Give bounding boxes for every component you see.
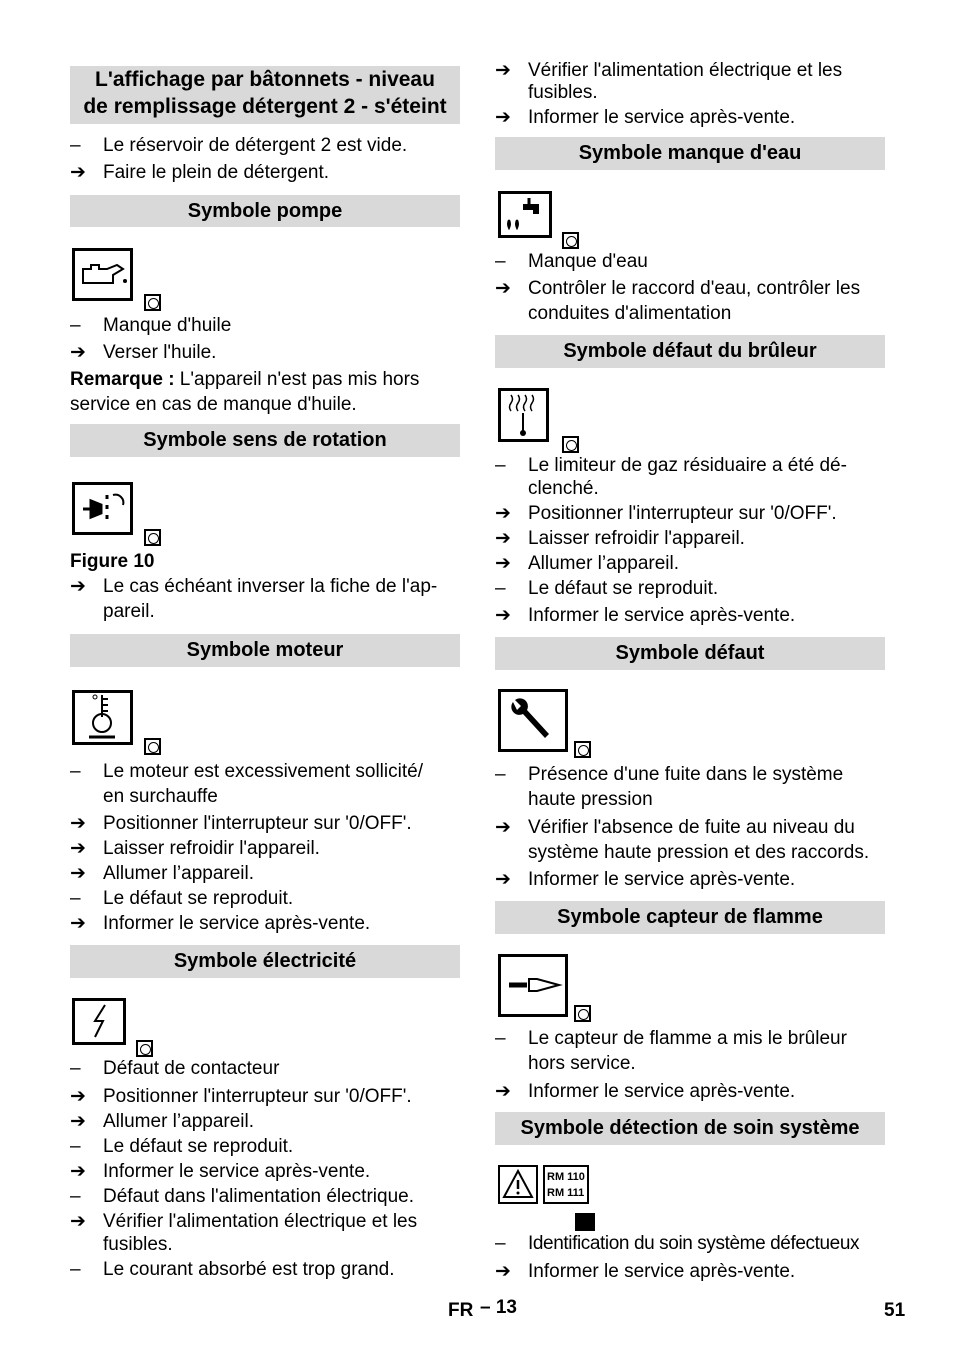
item-text: Défaut dans l'alimentation électrique. <box>103 1186 414 1207</box>
dash-bullet: – <box>70 1136 81 1157</box>
arrow-bullet: ➔ <box>70 913 86 934</box>
footer-page-label: – 13 <box>480 1297 517 1318</box>
note-text: L'appareil n'est pas mis hors <box>174 369 420 390</box>
section-header-pump: Symbole pompe <box>70 195 460 227</box>
item-text: Manque d'eau <box>528 251 648 272</box>
item-text: Vérifier l'alimentation électrique et les <box>103 1211 418 1232</box>
item-text: Le limiteur de gaz résiduaire a été dé- <box>528 455 847 476</box>
item-text: Informer le service après-vente. <box>103 913 371 934</box>
item-text: en surchauffe <box>103 786 218 807</box>
section-header-system-care: Symbole détection de soin système <box>495 1112 885 1145</box>
info-filled-icon <box>575 1213 595 1231</box>
info-icon <box>144 294 161 311</box>
info-icon <box>574 1005 591 1022</box>
item-text: Allumer l’appareil. <box>103 1111 255 1132</box>
item-text: Contrôler le raccord d'eau, contrôler les <box>528 278 861 299</box>
info-icon <box>136 1040 153 1057</box>
item-text: Positionner l'interrupteur sur '0/OFF'. <box>103 813 412 834</box>
item-text: Le défaut se reproduit. <box>103 1136 294 1157</box>
dash-bullet: – <box>70 1259 81 1280</box>
item-text: fusibles. <box>528 82 598 103</box>
info-icon <box>562 436 579 453</box>
page-number: 51 <box>884 1300 906 1321</box>
dash-bullet: – <box>70 888 81 909</box>
item-text: Faire le plein de détergent. <box>103 162 330 183</box>
item-text: Informer le service après-vente. <box>528 1081 796 1102</box>
item-text: clenché. <box>528 478 599 499</box>
dash-bullet: – <box>70 1058 81 1079</box>
info-icon <box>144 738 161 755</box>
item-text: Positionner l'interrupteur sur '0/OFF'. <box>528 503 837 524</box>
burner-heat-icon <box>498 388 549 442</box>
arrow-bullet: ➔ <box>495 869 511 890</box>
footer-language: FR <box>448 1300 474 1321</box>
arrow-bullet: ➔ <box>70 1111 86 1132</box>
arrow-bullet: ➔ <box>495 278 511 299</box>
oil-can-icon <box>72 248 133 301</box>
item-text: Laisser refroidir l'appareil. <box>528 528 745 549</box>
item-text: Allumer l’appareil. <box>103 863 255 884</box>
arrow-bullet: ➔ <box>495 605 511 626</box>
item-text: Le cas échéant inverser la fiche de l'ap- <box>103 576 438 597</box>
wrench-icon <box>498 689 568 752</box>
item-text: Le capteur de flamme a mis le brûleur <box>528 1028 847 1049</box>
item-text: Verser l'huile. <box>103 342 217 363</box>
item-text: Le moteur est excessivement sollicité/ <box>103 761 423 782</box>
arrow-bullet: ➔ <box>495 503 511 524</box>
note-continued: service en cas de manque d'huile. <box>70 394 357 415</box>
arrow-bullet: ➔ <box>495 1261 511 1282</box>
rm-label-box <box>543 1165 589 1204</box>
item-text: Le défaut se reproduit. <box>103 888 294 909</box>
section-header-flame-sensor: Symbole capteur de flamme <box>495 901 885 934</box>
dash-bullet: – <box>70 1186 81 1207</box>
item-text: Informer le service après-vente. <box>528 869 796 890</box>
arrow-bullet: ➔ <box>495 528 511 549</box>
motor-temperature-icon <box>72 690 133 745</box>
arrow-bullet: ➔ <box>495 60 511 81</box>
item-text: conduites d'alimentation <box>528 303 732 324</box>
dash-bullet: – <box>495 1028 506 1049</box>
dash-bullet: – <box>70 761 81 782</box>
item-text: Positionner l'interrupteur sur '0/OFF'. <box>103 1086 412 1107</box>
lightning-icon <box>72 998 126 1045</box>
flame-sensor-icon <box>498 954 568 1017</box>
item-text: système haute pression et des raccords. <box>528 842 870 863</box>
item-text: Informer le service après-vente. <box>528 605 796 626</box>
arrow-bullet: ➔ <box>495 553 511 574</box>
item-text: Informer le service après-vente. <box>528 1261 796 1282</box>
item-text: Identification du soin système défectueux <box>528 1233 860 1254</box>
figure-label: Figure 10 <box>70 551 155 572</box>
arrow-bullet: ➔ <box>70 838 86 859</box>
section-header-detergent-level <box>70 66 460 124</box>
info-icon <box>574 741 591 758</box>
dash-bullet: – <box>70 315 81 336</box>
section-header-motor: Symbole moteur <box>70 634 460 667</box>
section-header-rotation: Symbole sens de rotation <box>70 424 460 457</box>
item-text: Le réservoir de détergent 2 est vide. <box>103 135 408 156</box>
item-text: Informer le service après-vente. <box>103 1161 371 1182</box>
item-text: Laisser refroidir l'appareil. <box>103 838 320 859</box>
arrow-bullet: ➔ <box>70 813 86 834</box>
arrow-bullet: ➔ <box>70 576 86 597</box>
arrow-bullet: ➔ <box>70 342 86 363</box>
info-icon <box>562 232 579 249</box>
dash-bullet: – <box>495 578 506 599</box>
water-tap-icon <box>498 191 552 238</box>
section-header-water: Symbole manque d'eau <box>495 137 885 170</box>
info-icon <box>144 529 161 546</box>
item-text: hors service. <box>528 1053 636 1074</box>
arrow-bullet: ➔ <box>495 107 511 128</box>
item-text: Manque d'huile <box>103 315 232 336</box>
dash-bullet: – <box>495 764 506 785</box>
dash-bullet: – <box>70 135 81 156</box>
item-text: Vérifier l'absence de fuite au niveau du <box>528 817 855 838</box>
arrow-bullet: ➔ <box>70 162 86 183</box>
section-header-burner: Symbole défaut du brûleur <box>495 335 885 368</box>
item-text: Le défaut se reproduit. <box>528 578 719 599</box>
note <box>70 368 462 392</box>
rm-111-label: RM 111 <box>547 1187 585 1199</box>
dash-bullet: – <box>495 251 506 272</box>
arrow-bullet: ➔ <box>70 863 86 884</box>
header-line: L'affichage par bâtonnets - niveau <box>95 68 435 91</box>
item-text: fusibles. <box>103 1234 173 1255</box>
item-text: pareil. <box>103 601 155 622</box>
item-text: Présence d'une fuite dans le système <box>528 764 844 785</box>
arrow-bullet: ➔ <box>70 1161 86 1182</box>
item-text: Allumer l’appareil. <box>528 553 680 574</box>
arrow-bullet: ➔ <box>495 817 511 838</box>
rotation-plug-icon <box>72 482 133 535</box>
note-label: Remarque : <box>70 369 175 390</box>
dash-bullet: – <box>495 1233 506 1254</box>
section-header-fault: Symbole défaut <box>495 637 885 670</box>
arrow-bullet: ➔ <box>70 1086 86 1107</box>
arrow-bullet: ➔ <box>70 1211 86 1232</box>
section-header-electricity: Symbole électricité <box>70 945 460 978</box>
arrow-bullet: ➔ <box>495 1081 511 1102</box>
item-text: haute pression <box>528 789 653 810</box>
item-text: Défaut de contacteur <box>103 1058 280 1079</box>
warning-triangle-icon <box>498 1165 538 1204</box>
dash-bullet: – <box>495 455 506 476</box>
header-line: de remplissage détergent 2 - s'éteint <box>83 95 447 118</box>
item-text: Informer le service après-vente. <box>528 107 796 128</box>
item-text: Le courant absorbé est trop grand. <box>103 1259 395 1280</box>
rm-110-label: RM 110 <box>547 1171 585 1183</box>
item-text: Vérifier l'alimentation électrique et les <box>528 60 843 81</box>
